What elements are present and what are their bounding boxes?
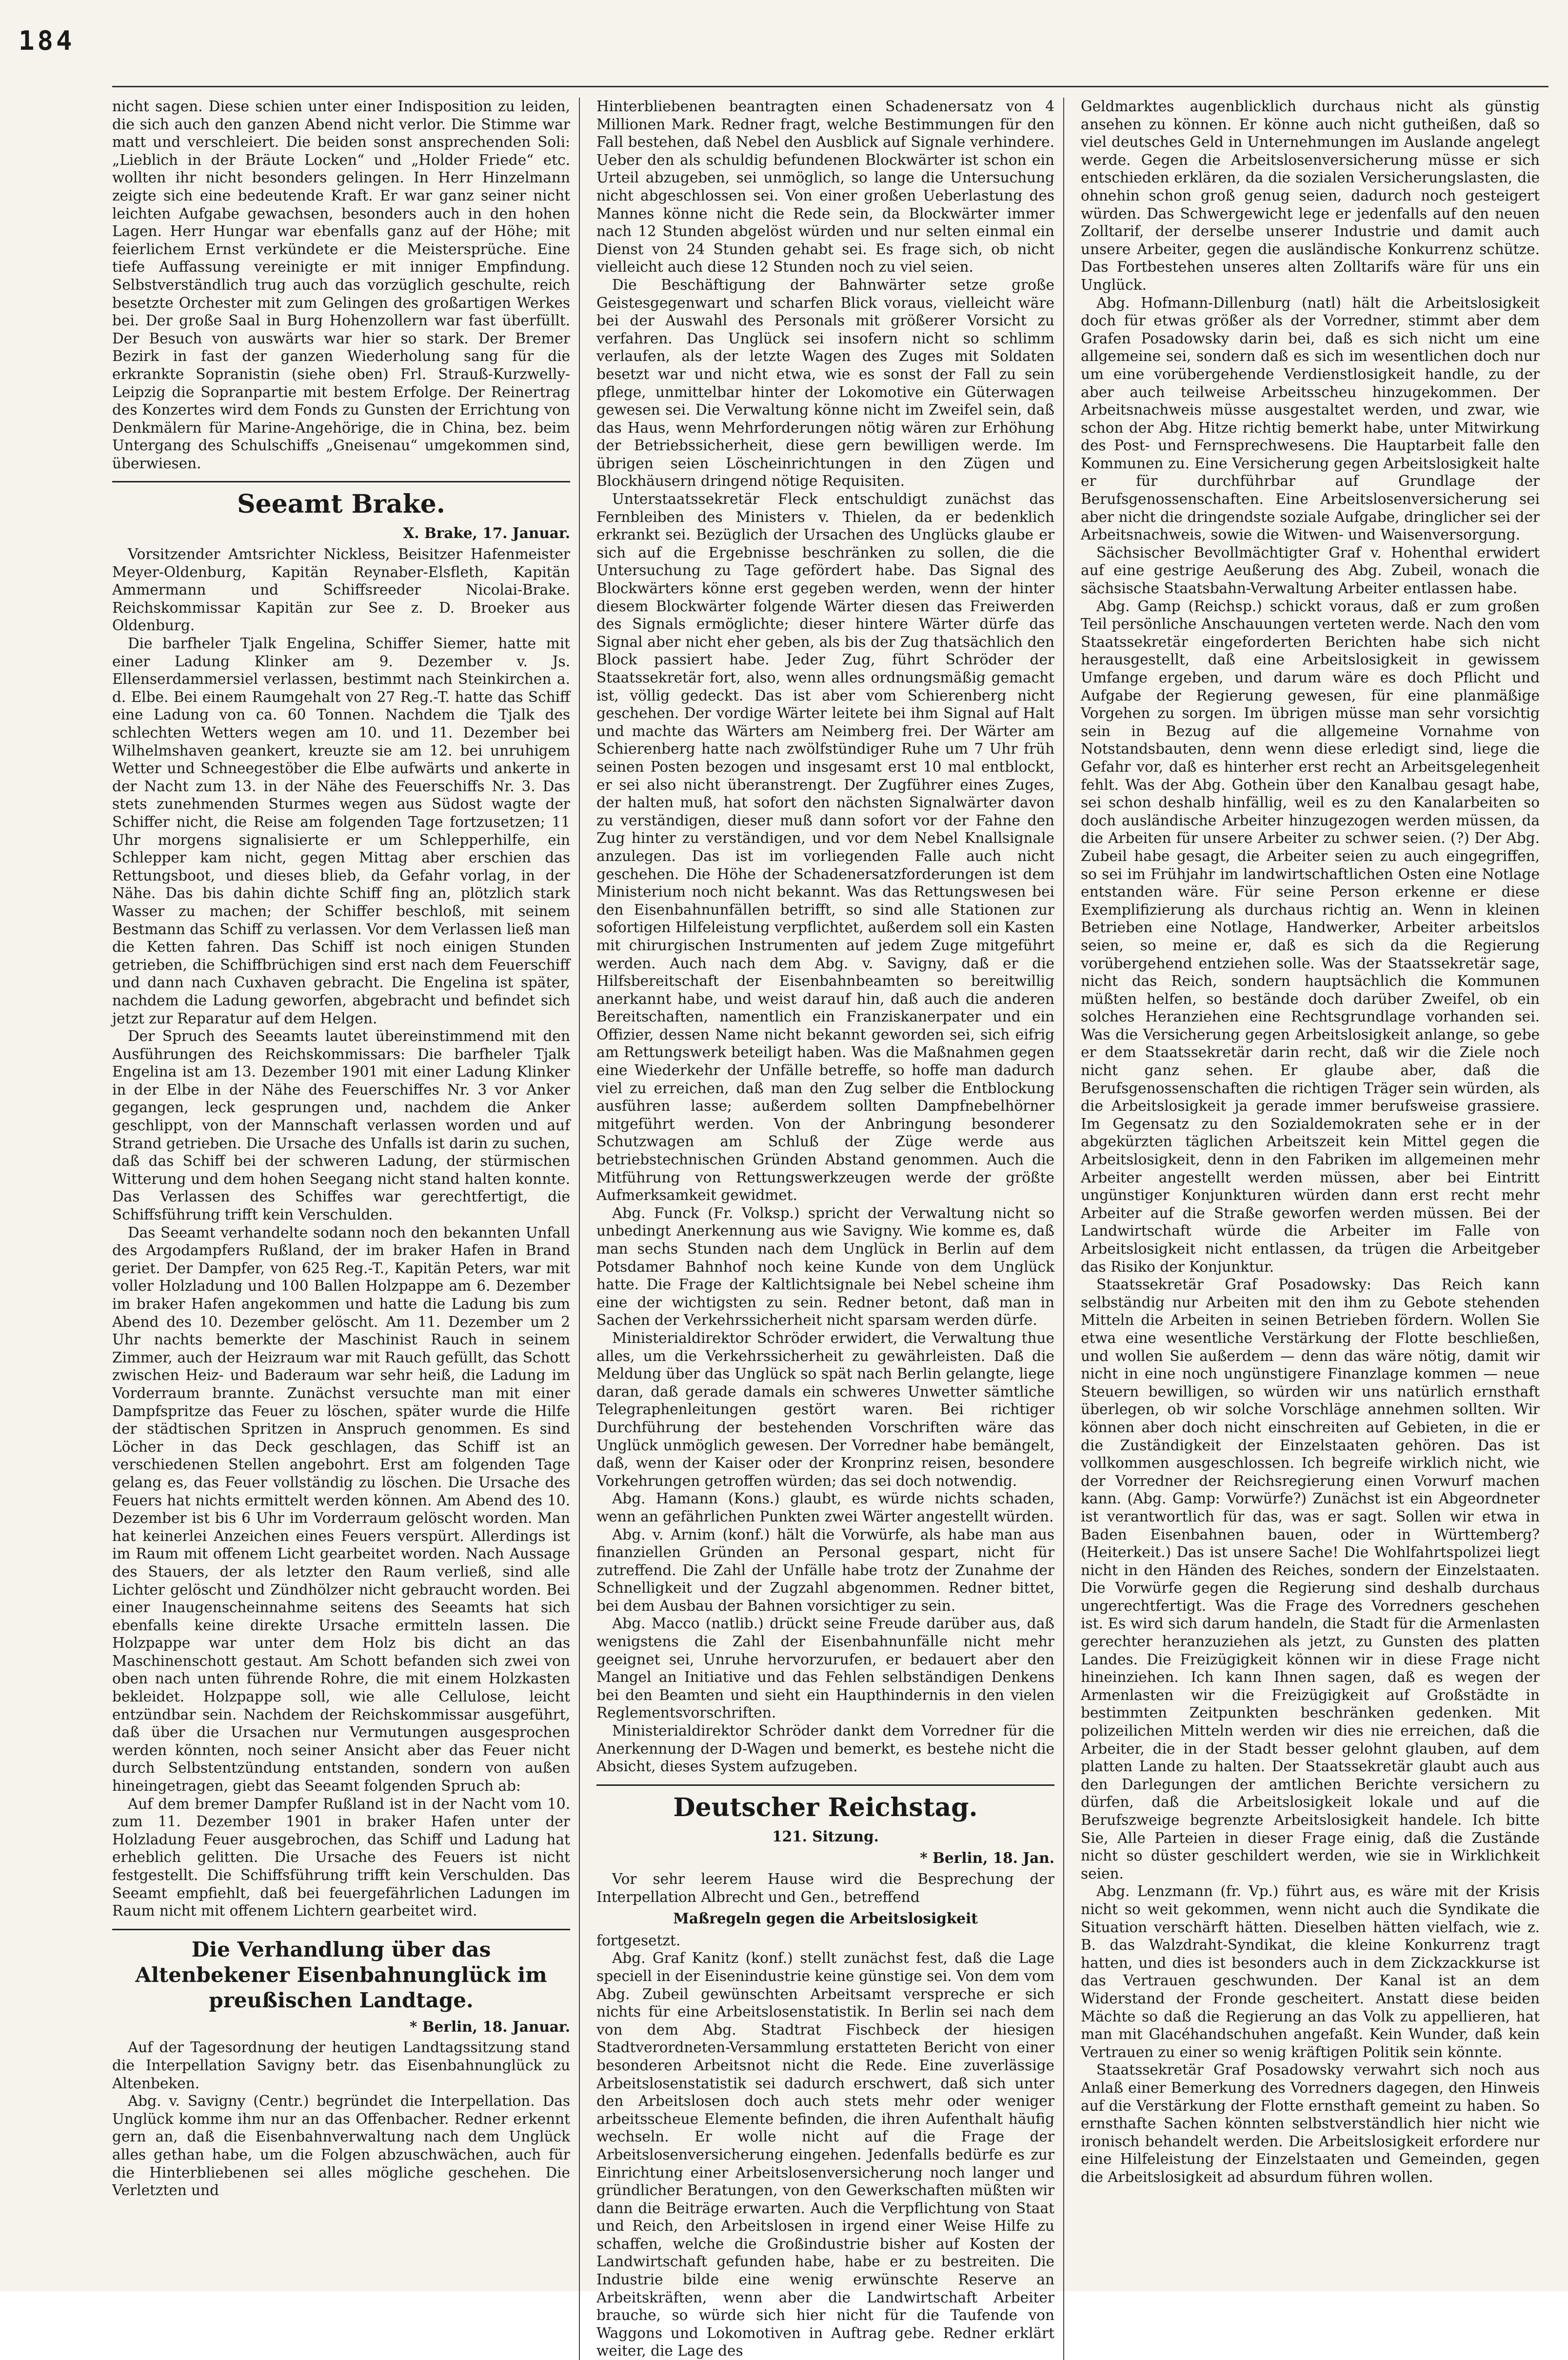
session-number: 121. Sitzung. <box>772 1827 879 1845</box>
dateline-berlin: * Berlin, 18. Januar. <box>409 2018 570 2035</box>
article-paragraph: Staatssekretär Graf Posadowsky verwahrt sich noch aus Anlaß einer Bemerkung des Vorredners dagegen, den Hinweis auf die Verstärkung der Flotte ernsthaft gemeint zu haben. So ernsthafte Sachen könnten selbstverständlich hier nicht wie ironisch behandelt werden. Die Arbeitslosigkeit erfordere nur eine Hilfeleistung der Einzelstaaten und Gemeinden, gegen die Arbeitslosigkeit ad absurdum führen wollen. <box>1081 2061 1540 2185</box>
headline-reichstag: Deutscher Reichstag. <box>673 1792 978 1822</box>
column-1 <box>112 98 580 2360</box>
headline-seeamt-brake: Seeamt Brake. <box>237 489 445 520</box>
article-paragraph: Der Spruch des Seeamts lautet übereinstimmend mit den Ausführungen des Reichskommissars: Die barfheler Tjalk Engelina ist am 13. Dezember 1901 mit einer Ladung Klinker in der Elbe in der Nähe des Feuerschiffes Nr. 3 vor Anker gegangen, leck gesprungen und, nachdem die Anker geschlippt, von der Mannschaft verlassen worden und auf Strand getrieben. Die Ursache des Unfalls ist darin zu suchen, daß das Schiff bei der schweren Ladung, der stürmischen Witterung und dem hohen Seegang nicht stand halten konnte. Das Verlassen des Schiffes war gerechtfertigt, die Schiffsführung trifft kein Verschulden. <box>112 1028 570 1223</box>
column-3 <box>1081 98 1548 2360</box>
article-paragraph: Die Beschäftigung der Bahnwärter setze große Geistesgegenwart und scharfen Blick voraus, vielleicht wäre bei der Auswahl des Personals mit größerer Vorsicht zu verfahren. Das Unglück sei insofern nicht so schlimm verlaufen, als der letzte Wagen des Zuges mit Soldaten besetzt war und nicht etwa, wie es sonst der Fall zu sein pflege, unmittelbar hinter der Lokomotive ein Güterwagen gewesen sei. Die Verwaltung könne nicht im Zweifel sein, daß das Haus, wenn Mehrforderungen nötig wären zur Erhöhung der Betriebssicherheit, diese gern bewilligen werde. Im übrigen seien Löscheinrichtungen in den Zügen und Blockhäusern dringend nötige Requisiten. <box>596 276 1054 490</box>
article-paragraph: Abg. Gamp (Reichsp.) schickt voraus, daß er zum großen Teil persönliche Anschauungen verteten werde. Nach den vom Staatssekretär eingeforderten Berichten habe sich nicht herausgestellt, daß eine Arbeitslosigkeit in gewissem Umfange ergeben, und darum wäre es doch Pflicht und Aufgabe der Regierung gewesen, für eine planmäßige Vorgehen zu sorgen. Im übrigen müsse man sehr vorsichtig sein in Bezug auf die allgemeine Vornahme von Notstandsbauten, denn wenn diese erledigt sind, liege die Gefahr vor, daß es hinterher erst recht an Arbeitsgelegenheit fehlt. Was der Abg. Gothein über den Kanalbau gesagt habe, sei schon deshalb hinfällig, weil es zu den Kanalarbeiten so doch ausländische Arbeiter hinzugezogen werden müssen, da die Arbeiten für unsere Arbeiter zu schwer seien. (?) Der Abg. Zubeil habe gesagt, die Arbeiter seien zu auch eingegriffen, so sei im Frühjahr im landwirtschaftlichen Osten eine Notlage entstanden wäre. Für seine Person erkenne er diese Exemplifizierung als durchaus richtig an. Wenn in kleinen Betrieben eine Notlage, Handwerker, Arbeiter arbeitslos seien, so meine er, daß es sich da die Regierung vorübergehend entziehen solle. Was der Staatssekretär sage, nicht das Reich, sondern hauptsächlich die Kommunen müßten helfen, so bestände doch darüber Zweifel, ob ein solches Heranziehen eine Rechtsgrundlage vorhanden sei. Was die Versicherung gegen Arbeitslosigkeit anlange, so gebe er dem Staatssekretär darin recht, daß wir die Ziele noch nicht ganz sehen. Er glaube aber, daß die Berufsgenossenschaften die richtigen Träger sein würden, als die Arbeitslosigkeit ja gerade immer berufsweise grassiere. Im Gegensatz zu den Sozialdemokraten sehe er in der abgekürzten täglichen Arbeitszeit kein Mittel gegen die Arbeitslosigkeit, denn in den Fabriken im allgemeinen mehr Arbeiter angestellt werden müssen, aber bei Eintritt ungünstiger Konjunkturen würden dann erst recht mehr Arbeiter auf die Straße geworfen werden müssen. Bei der Landwirtschaft würde die Arbeiter im Falle von Arbeitslosigkeit nicht entlassen, da trügen die Arbeitgeber das Risiko der Konjunktur. <box>1081 598 1540 1275</box>
article-paragraph: Ministerialdirektor Schröder dankt dem Vorredner für die Anerkennung der D-Wagen und bemerkt, es bestehe nicht die Absicht, dieses System aufzugeben. <box>596 1722 1054 1775</box>
headline-altenbeken-debate: Die Verhandlung über das Altenbekener Eisenbahnunglück im preußischen Landtage. <box>135 1937 547 2012</box>
music-review-continuation: nicht sagen. Diese schien unter einer Indisposition zu leiden, die sich auch den ganzen Abend nicht verlor. Die Stimme war matt und verschleiert. Die beiden sonst ansprechenden Soli: „Lieblich in der Bräute Locken“ und „Holder Friede“ etc. wollten ihr nicht besonders gelingen. In Herr Hinzelmann zeigte sich eine bedeutende Kraft. Er war ganz seiner nicht leichten Aufgabe gewachsen, besonders auch in den hohen Lagen. Herr Hungar war ebenfalls ganz auf der Höhe; mit feierlichem Ernst verkündete er die Meistersprüche. Eine tiefe Auffassung vereinigte er mit inniger Empfindung. Selbstverständlich trug auch das vorzüglich geschulte, reich besetzte Orchester mit zum Gelingen des großartigen Werkes bei. Der große Saal in Burg Hohenzollern war fast überfüllt. Der Besuch von auswärts war hier so stark. Der Bremer Bezirk in fast der ganzen Wiederholung sang für die erkrankte Sopranistin (siehe oben) Frl. Strauß-Kurzwelly-Leipzig die Sopranpartie mit bestem Erfolge. Der Reinertrag des Konzertes wird dem Fonds zu Gunsten der Errichtung von Denkmälern für Marine-Angehörige, die in China, bez. beim Untergang des Schulschiffs „Gneisenau“ umgekommen sind, überwiesen. <box>112 98 570 472</box>
article-paragraph: fortgesetzt. <box>596 1932 681 1949</box>
section-divider <box>112 481 570 482</box>
article-paragraph: Auf dem bremer Dampfer Rußland ist in der Nacht vom 10. zum 11. Dezember 1901 in braker Hafen unter der Holzladung Feuer ausgebrochen, das Schiff und Ladung hat erheblich gelitten. Die Ursache des Feuers ist nicht festgestellt. Die Schiffsführung trifft kein Verschulden. Das Seeamt empfiehlt, daß bei feuergefährlichen Ladungen im Raum nicht mit offenem Lichtern gearbeitet wird. <box>112 1795 570 1920</box>
agenda-topic: Maßregeln gegen die Arbeitslosigkeit <box>673 1910 978 1927</box>
dateline-reichstag: * Berlin, 18. Jan. <box>920 1849 1054 1867</box>
article-paragraph: Die barfheler Tjalk Engelina, Schiffer Siemer, hatte mit einer Ladung Klinker am 9. Dezember v. Js. Ellenserdammersiel verlassen, bestimmt nach Steinkirchen a. d. Elbe. Bei einem Raumgehalt von 27 Reg.-T. hatte das Schiff eine Ladung von ca. 60 Tonnen. Nachdem die Tjalk des schlechten Wetters wegen am 10. und 11. Dezember bei Wilhelmshaven geankert, kreuzte sie am 12. bei unruhigem Wetter und Schneegestöber die Elbe aufwärts und ankerte in der Nacht zum 13. in der Nähe des Feuerschiffs Nr. 3. Das stets zunehmenden Sturmes wegen aus Südost wagte der Schiffer nicht, die Reise am folgenden Tage fortzusetzen; 11 Uhr morgens signalisierte er um Schlepperhilfe, ein Schlepper kam nicht, gegen Mittag aber erschien das Rettungsboot, und dieses blieb, da Gefahr vorlag, in der Nähe. Das bis dahin dichte Schiff fing an, plötzlich stark Wasser zu machen; der Schiffer beschloß, mit seinem Bestmann das Schiff zu verlassen. Vor dem Verlassen ließ man die Ketten fahren. Das Schiff ist noch einigen Stunden getrieben, die Schiffbrüchigen sind erst nach dem Feuerschiff und dann nach Cuxhaven gebracht. Die Engelina ist später, nachdem die Ladung geworfen, abgebracht und befindet sich jetzt zur Reparatur auf dem Helgen. <box>112 635 570 1027</box>
article-paragraph: Das Seeamt verhandelte sodann noch den bekannten Unfall des Argodampfers Rußland, der im braker Hafen in Brand geriet. Der Dampfer, von 625 Reg.-T., Kapitän Peters, war mit voller Holzladung und 100 Ballen Holzpappe am 6. Dezember im braker Hafen angekommen und hatte die Ladung bis zum Abend des 10. Dezember gelöscht. Am 11. Dezember um 2 Uhr nachts bemerkte der Maschinist Rauch in seinem Zimmer, auch der Heizraum war mit Rauch gefüllt, das Schott zwischen Heiz- und Baderaum war sehr heiß, die Ladung im Vorderraum brannte. Zunächst versuchte man mit einer Dampfspritze das Feuer zu löschen, später wurde die Hilfe der städtischen Spritzen in Anspruch genommen. Es sind Löcher in das Deck geschlagen, das Schiff ist an verschiedenen Stellen angebohrt. Erst am folgenden Tage gelang es, das Feuer vollständig zu löschen. Die Ursache des Feuers hat nichts ermittelt werden können. Am Abend des 10. Dezember ist bis 6 Uhr im Vorderraum gelöscht worden. Man hat keinerlei Anzeichen eines Feuers verspürt. Allerdings ist im Raum mit offenem Licht gearbeitet worden. Nach Aussage des Stauers, der als letzter den Raum verließ, sind alle Lichter gelöscht und Zündhölzer nicht gebraucht worden. Bei einer Inaugenscheinnahme seitens des Seeamts hat sich ebenfalls keine direkte Ursache ermitteln lassen. Die Holzpappe war unter dem Holz bis dicht an das Maschinenschott gestaut. Am Schott befanden sich zwei von oben nach unten führende Rohre, die mit einem Holzkasten bekleidet. Holzpappe soll, wie alle Cellulose, leicht entzündbar sein. Nachdem der Reichskommissar ausgeführt, daß über die Ursachen nur Vermutungen ausgesprochen werden könnten, noch seiner Ansicht aber das Feuer nicht durch Selbstentzündung entstanden, sondern von außen hineingetragen, giebt das Seeamt folgenden Spruch ab: <box>112 1224 570 1795</box>
article-paragraph: Abg. Hamann (Kons.) glaubt, es würde nichts schaden, wenn an gefährlichen Punkten zwei Wärter angestellt würden. <box>596 1490 1054 1525</box>
article-paragraph: Geldmarktes augenblicklich durchaus nicht als günstig ansehen zu können. Er könne auch nicht gutheißen, daß so viel deutsches Geld in Unternehmungen im Auslande angelegt werde. Gegen die Arbeitslosenversicherung müsse er sich entschieden erklären, da die sozialen Versicherungslasten, die ohnehin schon groß genug seien, dadurch noch gesteigert würden. Das Schwergewicht lege er jedenfalls auf den neuen Zolltarif, der derselbe unserer Industrie und damit auch unsere Arbeiter, gegen die ausländische Konkurrenz schütze. Das Fortbestehen unseres alten Zolltarifs wäre für uns ein Unglück. <box>1081 98 1540 293</box>
column-2 <box>596 98 1064 2360</box>
article-paragraph: Sächsischer Bevollmächtigter Graf v. Hohenthal erwidert auf eine gestrige Aeußerung des Abg. Zubeil, wonach die sächsische Staatsbahn-Verwaltung Arbeiter entlassen habe. <box>1081 544 1540 597</box>
section-divider <box>112 1929 570 1930</box>
page-number: 184 <box>19 25 75 56</box>
article-paragraph: Abg. Hofmann-Dillenburg (natl) hält die Arbeitslosigkeit doch für etwas größer als der Vorredner, stimmt aber dem Grafen Posadowsky darin bei, daß es sich nicht um eine allgemeine sei, sondern daß es sich im wesentlichen doch nur um eine vorübergehende Verdienstlosigkeit handle, zu der aber auch teilweise Arbeitsscheu hinzugekommen. Der Arbeitsnachweis müsse ausgestaltet werden, und zwar, wie schon der Abg. Hitze richtig bemerkt habe, unter Mitwirkung des Post- und Fernsprechwesens. Die Hauptarbeit falle den Kommunen zu. Eine Versicherung gegen Arbeitslosigkeit halte er für durchführbar auf Grundlage der Berufsgenossenschaften. Eine Arbeitslosenversicherung sei aber nicht die dringendste soziale Aufgabe, dringlicher sei der Arbeitsnachweis, sowie die Witwen- und Waisenversorgung. <box>1081 294 1540 543</box>
article-paragraph: Hinterbliebenen beantragten einen Schadenersatz von 4 Millionen Mark. Redner fragt, welche Bestimmungen für den Fall bestehen, daß Nebel den Ausblick auf Signale verhindere. Ueber den als schuldig befundenen Blockwärter ist schon ein Urteil abzugeben, sei unmöglich, so lange die Untersuchung nicht abgeschlossen sei. Von einer großen Ueberlastung des Mannes könne nicht die Rede sein, da Blockwärter immer nach 12 Stunden abgelöst würden und nur selten einmal ein Dienst von 24 Stunden gehabt sei. Es frage sich, ob nicht vielleicht auch diese 12 Stunden noch zu viel seien. <box>596 98 1054 276</box>
article-paragraph: Ministerialdirektor Schröder erwidert, die Verwaltung thue alles, um die Verkehrssicherheit zu gewährleisten. Daß die Meldung über das Unglück so spät nach Berlin gelangte, liege daran, daß gerade damals ein schweres Unwetter sämtliche Telegraphenleitungen gestört waren. Bei richtiger Durchführung der bestehenden Vorschriften wäre das Unglück unmöglich gewesen. Der Vorredner habe bemängelt, daß, wenn der Kaiser oder der Kronprinz reisen, besondere Vorkehrungen getroffen würden; das sei doch notwendig. <box>596 1329 1054 1489</box>
article-paragraph: Staatssekretär Graf Posadowsky: Das Reich kann selbständig nur Arbeiten mit den ihm zu Gebote stehenden Mitteln die Arbeiten in seinen Betrieben fördern. Wollen Sie etwa eine wesentliche Verstärkung der Flotte beschließen, und wollen Sie außerdem — denn das wäre nötig, damit wir nicht in eine noch ungünstigere Finanzlage kommen — neue Steuern bewilligen, so würden wir uns natürlich ernsthaft überlegen, ob wir solche Vorschläge annehmen sollten. Wir können aber doch nicht einschreiten auf Gebieten, in die er die Zuständigkeit der Einzelstaaten gehören. Das ist vollkommen ausgeschlossen. Ich begreife wirklich nicht, wie der Vorredner der Reichsregierung einen Vorwurf machen kann. (Abg. Gamp: Vorwürfe?) Zunächst ist ein Abgeordneter ist verantwortlich für das, was er sagt. Sollen wir etwa in Baden Eisenbahnen bauen, oder in Württemberg? (Heiterkeit.) Das ist unsere Sache! Die Wohlfahrtspolizei liegt nicht in den Händen des Reiches, sondern der Einzelstaaten. Die Vorwürfe gegen die Regierung sind deshalb durchaus ungerechtfertigt. Was die Frage des Vorredners geschehen ist. Es wird sich darum handeln, die Stadt für die Armenlasten gerechter heranzuziehen als jetzt, zu Gunsten des platten Landes. Die Freizügigkeit können wir in diese Frage nicht hineinziehen. Ich kann Ihnen sagen, daß es wegen der Armenlasten wir die Freizügigkeit auf Großstädte in bestimmten Zeitpunkten beschränken gedenken. Mit polizeilichen Mitteln werden wir dies nie erreichen, daß die Arbeiter, die in der Stadt besser gelohnt glauben, auf dem platten Lande zu halten. Der Staatssekretär glaubt auch aus den Darlegungen der amtlichen Berichte versichern zu dürfen, daß die Arbeitslosigkeit lokale und auf die Berufszweige begrenzte Arbeitslosigkeit handele. Ich bitte Sie, Alle Parteien in dieser Frage einig, daß die Zustände nicht so düster geschildert werden, wie sie in Wirklichkeit seien. <box>1081 1276 1540 1882</box>
article-paragraph: Vor sehr leerem Hause wird die Besprechung der Interpellation Albrecht und Gen., betreffend <box>596 1871 1054 1905</box>
section-divider <box>596 1784 1054 1786</box>
article-paragraph: Abg. Macco (natlib.) drückt seine Freude darüber aus, daß wenigstens die Zahl der Eisenbahnunfälle nicht mehr geeignet sei, Unruhe hervorzurufen, er bedauert aber den Mangel an Initiative und das Fehlen selbständigen Denkens bei den Beamten und sieht ein Haupthindernis in den vielen Reglementsvorschriften. <box>596 1615 1054 1721</box>
article-paragraph: Unterstaatssekretär Fleck entschuldigt zunächst das Fernbleiben des Ministers v. Thielen, da er bedenklich erkrankt sei. Bezüglich der Ursachen des Unglücks glaube er sich auf die Ergebnisse beschränken zu sollen, die die Untersuchung zu Tage gefördert habe. Das Signal des Blockwärters könne erst gegeben werden, wenn der hinter diesem Blockwärter folgende Wärter diesen das Freiwerden des Signals ermöglichte; dieser hintere Wärter dürfe das Signal aber nicht eher geben, als bis der Zug thatsächlich den Block passiert habe. Jeder Zug, führt Schröder der Staatssekretär fort, also, wenn alles ordnungsmäßig gemacht ist, völlig gedeckt. Das ist aber vom Schierenberg nicht geschehen. Der vordige Wärter leitete bei ihm Signal auf Halt und machte das Wärters am Neimberg frei. Der Wärter am Schierenberg hatte nach zwölfstündiger Ruhe um 7 Uhr früh seinen Posten bezogen und insgesamt erst 10 mal entblockt, er sei also nicht überanstrengt. Der Zugführer eines Zuges, der halten muß, hat sofort den nächsten Signalwärter davon zu verständigen, dieser muß dann sofort vor der Fahne den Zug hinter zu verständigen, und vor dem Nebel Knallsignale anzulegen. Das ist im vorliegenden Falle auch nicht geschehen. Die Höhe der Schadenersatzforderungen ist dem Ministerium noch nicht bekannt. Was das Rettungswesen bei den Eisenbahnunfällen betrifft, so sind alle Stationen zur sofortigen Hilfeleistung verpflichtet, außerdem soll ein Kasten mit chirurgischen Instrumenten auf jedem Zuge mitgeführt werden. Auch nach dem Abg. v. Savigny, daß er die Hilfsbereitschaft der Eisenbahnbeamten so bereitwillig anerkannt habe, und weist darauf hin, daß auch die anderen Bereitschaften, namentlich ein Franziskanerpater und ein Offizier, dessen Name nicht bekannt geworden sei, sich eifrig am Rettungswerk beteiligt haben. Was die Maßnahmen gegen eine Wiederkehr der Unfälle betreffe, so hoffe man dadurch viel zu erreichen, daß man den Zug selber die Entblockung ausführen lasse; außerdem sollten Dampfnebelhörner mitgeführt werden. Von der Anbringung besonderer Schutzwagen am Schluß der Züge werde aus betriebstechnischen Gründen Abstand genommen. Auch die Mitführung von Rettungswerkzeugen werde der größte Aufmerksamkeit gewidmet. <box>596 491 1054 1204</box>
article-paragraph: Abg. v. Savigny (Centr.) begründet die Interpellation. Das Unglück komme ihm nur an das Offenbacher. Redner erkennt gern an, daß die Eisenbahnverwaltung nach dem Unglück alles gethan habe, um die Folgen abzuschwächen, auch für die Hinterbliebenen sei alles mögliche geschehen. Die Verletzten und <box>112 2093 570 2199</box>
page-columns <box>112 98 1548 2360</box>
article-paragraph: Abg. Funck (Fr. Volksp.) spricht der Verwaltung nicht so unbedingt Anerkennung aus wie Savigny. Wie komme es, daß man sechs Stunden nach dem Unglück in Berlin auf dem Potsdamer Bahnhof noch keine Kunde von dem Unglück hatte. Die Frage der Kaltlichtsignale bei Nebel scheine ihm eine der wichtigsten zu sein. Redner betont, daß man in Sachen der Verkehrssicherheit nicht sparsam werden dürfe. <box>596 1204 1054 1329</box>
article-paragraph: Abg. v. Arnim (konf.) hält die Vorwürfe, als habe man aus finanziellen Gründen an Personal gespart, nicht für zutreffend. Die Zahl der Unfälle habe trotz der Zunahme der Schnelligkeit und der Zugzahl abgenommen. Redner bittet, bei dem Ausbau der Bahnen vorsichtiger zu sein. <box>596 1526 1054 1614</box>
article-paragraph: Abg. Graf Kanitz (konf.) stellt zunächst fest, daß die Lage speciell in der Eisenindustrie keine günstige sei. Von dem vom Abg. Zubeil gewünschten Arbeitsamt verspreche er sich nichts für eine Arbeitslosenstatistik. In Berlin sei nach dem von dem Abg. Stadtrat Fischbeck der hiesigen Stadtverordneten-Versammlung erstatteten Bericht von einer besonderen Arbeitsnot nicht die Rede. Eine zuverlässige Arbeitslosenstatistik sei dadurch erschwert, daß sich unter den Arbeitslosen doch auch stets mehr oder weniger arbeitsscheue Elemente befinden, die ihren Aufenthalt häufig wechseln. Er wolle nicht auf die Frage der Arbeitslosenversicherung eingehen. Jedenfalls bedürfe es zur Einrichtung einer Arbeitslosenversicherung noch langer und gründlicher Beratungen, von den Gewerkschaften müßten wir dann die Beiträge erwarten. Auch die Verpflichtung von Staat und Reich, den Arbeitslosen in irgend einer Weise Hilfe zu schaffen, welche die Großindustrie bisher auf Kosten der Landwirtschaft gefunden habe, habe er zu bestreiten. Die Industrie bilde eine wenig erwünschte Reserve an Arbeitskräften, wenn aber die Landwirtschaft Arbeiter brauche, so würde sich hier nicht für die Taufende von Waggons und Lokomotiven in Auftrag gebe. Redner erklärt weiter, die Lage des <box>596 1950 1054 2360</box>
article-paragraph: Auf der Tagesordnung der heutigen Landtagssitzung stand die Interpellation Savigny betr. das Eisenbahnunglück zu Altenbeken. <box>112 2039 570 2092</box>
article-paragraph: Abg. Lenzmann (fr. Vp.) führt aus, es wäre mit der Krisis nicht so weit gekommen, wenn nicht auch die Syndikate die Situation verschärft hätten. Dieselben hätten vielfach, wie z. B. das Walzdraht-Syndikat, die kleine Konkurrenz tragt hatten, und dies ist besonders auch in dem Zickzackkurse ist das Vertrauen geschwunden. Der Kanal ist an dem Widerstand der Fronde gescheitert. Anstatt diese beiden Mächte so daß die Regierung an das Volk zu appellieren, hat man mit Glacéhandschuhen angefaßt. Kein Wunder, daß kein Vertrauen zu einer so wenig kräftigen Politik sein könnte. <box>1081 1883 1540 2060</box>
dateline-brake: X. Brake, 17. Januar. <box>403 524 570 542</box>
header-rule <box>112 86 1548 87</box>
article-paragraph: Vorsitzender Amtsrichter Nickless, Beisitzer Hafenmeister Meyer-Oldenburg, Kapitän Reynaber-Elsfleth, Kapitän Ammermann und Schiffsreeder Nicolai-Brake. Reichskommissar Kapitän zur See z. D. Broeker aus Oldenburg. <box>112 546 570 634</box>
